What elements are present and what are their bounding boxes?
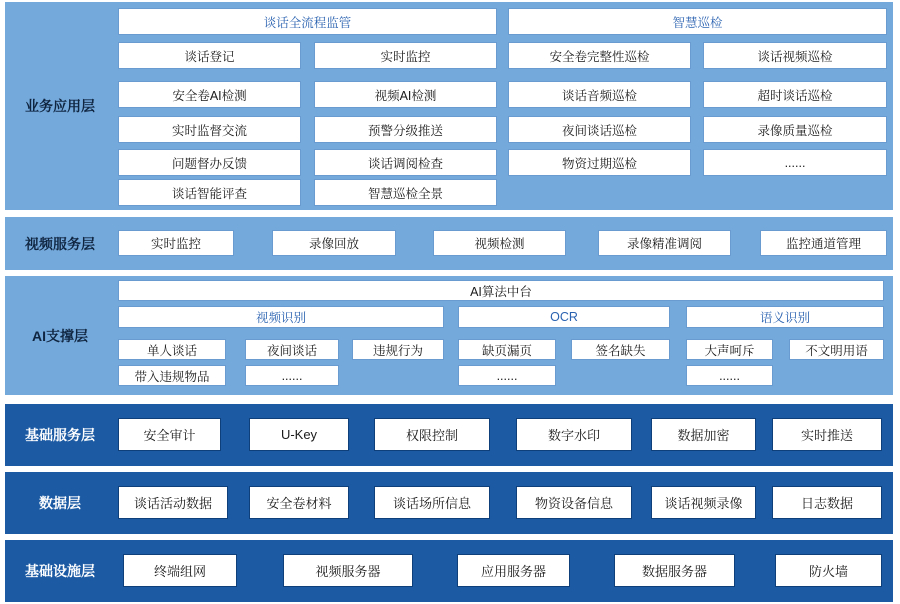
video-service-layer-title: 视频服务层 [25, 235, 95, 252]
business-item: 实时监控 [314, 42, 497, 69]
ai-semantic-item: ...... [686, 365, 773, 386]
data-item: 谈话场所信息 [374, 486, 490, 519]
ai-ocr-item: 签名缺失 [571, 339, 670, 360]
data-item: 谈话视频录像 [651, 486, 756, 519]
inspection-item: 录像质量巡检 [703, 116, 887, 143]
ai-ocr-item: ...... [458, 365, 556, 386]
base-service-item: 数字水印 [516, 418, 632, 451]
business-item: 预警分级推送 [314, 116, 497, 143]
ai-semantic-item: 大声呵斥 [686, 339, 773, 360]
ai-video-item: 带入违规物品 [118, 365, 226, 386]
video-service-item: 录像回放 [272, 230, 396, 256]
video-service-layer [5, 217, 893, 270]
business-item: 智慧巡检全景 [314, 179, 497, 206]
ai-layer [5, 276, 893, 395]
business-item: 视频AI检测 [314, 81, 497, 108]
base-service-item: 安全审计 [118, 418, 221, 451]
business-layer [5, 2, 893, 210]
ai-video-item: 违规行为 [352, 339, 444, 360]
ai-group-semantic: 语义识别 [686, 306, 884, 328]
infra-item: 视频服务器 [283, 554, 413, 587]
business-item: 谈话智能评查 [118, 179, 301, 206]
inspection-item: 超时谈话巡检 [703, 81, 887, 108]
business-group-right: 智慧巡检 [508, 8, 887, 35]
inspection-item: 安全卷完整性巡检 [508, 42, 691, 69]
data-item: 谈话活动数据 [118, 486, 228, 519]
infra-item: 数据服务器 [614, 554, 735, 587]
business-group-left: 谈话全流程监管 [118, 8, 497, 35]
business-item: 谈话登记 [118, 42, 301, 69]
business-item: 谈话调阅检查 [314, 149, 497, 176]
base-service-item: 实时推送 [772, 418, 882, 451]
business-item: 问题督办反馈 [118, 149, 301, 176]
data-layer [5, 472, 893, 534]
infra-item: 防火墙 [775, 554, 882, 587]
video-service-item: 录像精准调阅 [598, 230, 731, 256]
video-service-item: 视频检测 [433, 230, 566, 256]
business-item: 安全卷AI检测 [118, 81, 301, 108]
inspection-item: 谈话视频巡检 [703, 42, 887, 69]
base-service-item: U-Key [249, 418, 349, 451]
inspection-item: 物资过期巡检 [508, 149, 691, 176]
infra-layer-title: 基础设施层 [25, 563, 95, 579]
infra-item: 应用服务器 [457, 554, 570, 587]
ai-video-item: ...... [245, 365, 339, 386]
base-service-item: 数据加密 [651, 418, 756, 451]
ai-video-item: 单人谈话 [118, 339, 226, 360]
infra-item: 终端组网 [123, 554, 237, 587]
inspection-item: 谈话音频巡检 [508, 81, 691, 108]
business-item: 实时监督交流 [118, 116, 301, 143]
base-service-layer-title: 基础服务层 [25, 427, 95, 443]
ai-ocr-item: 缺页漏页 [458, 339, 556, 360]
inspection-item: 夜间谈话巡检 [508, 116, 691, 143]
inspection-item: ...... [703, 149, 887, 176]
ai-video-item: 夜间谈话 [245, 339, 339, 360]
video-service-item: 监控通道管理 [760, 230, 887, 256]
ai-group-video: 视频识别 [118, 306, 444, 328]
video-service-item: 实时监控 [118, 230, 234, 256]
ai-platform: AI算法中台 [118, 280, 884, 301]
business-layer-title: 业务应用层 [25, 98, 95, 114]
ai-group-ocr: OCR [458, 306, 670, 328]
base-service-item: 权限控制 [374, 418, 490, 451]
base-service-layer [5, 404, 893, 466]
data-item: 物资设备信息 [516, 486, 632, 519]
data-item: 安全卷材料 [249, 486, 349, 519]
infra-layer [5, 540, 893, 602]
ai-semantic-item: 不文明用语 [789, 339, 884, 360]
data-layer-title: 数据层 [39, 495, 81, 511]
ai-layer-title: AI支撑层 [32, 327, 88, 344]
data-item: 日志数据 [772, 486, 882, 519]
